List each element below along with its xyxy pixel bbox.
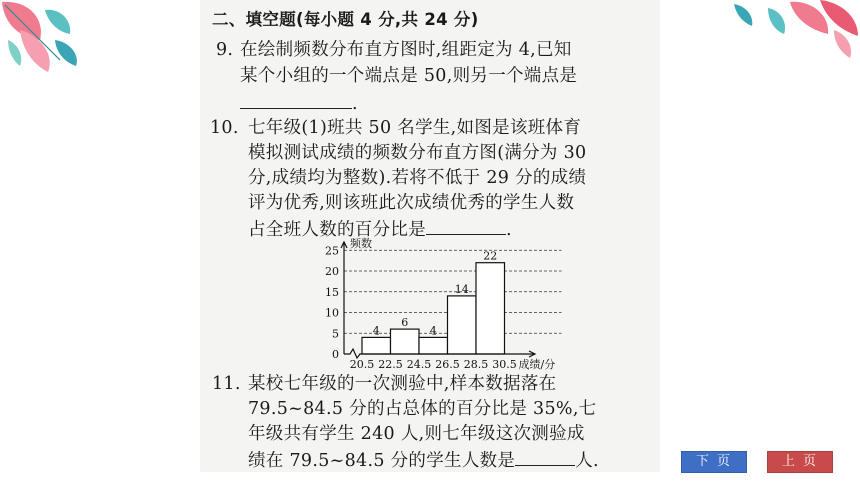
y-tick-label: 15: [325, 285, 339, 299]
question-text: 评为优秀,则该班此次成绩优秀的学生人数: [248, 193, 575, 213]
question-text: .: [506, 220, 512, 240]
question-text: 占全班人数的百分比是: [248, 220, 426, 240]
y-axis-title: 频数: [350, 237, 372, 250]
question-text: 年级共有学生 240 人,则七年级这次测验成: [248, 424, 585, 444]
leaf-decoration-left-icon: [0, 0, 90, 80]
next-page-button[interactable]: 下 页: [681, 451, 747, 473]
question-number: 9.: [216, 40, 234, 60]
question-text: 分,成绩均为整数).若将不低于 29 分的成绩: [248, 168, 587, 188]
answer-blank: [515, 447, 575, 466]
x-tick-label: 26.5: [435, 358, 460, 370]
x-tick-label: 24.5: [406, 358, 432, 370]
bar-value-label: 4: [429, 324, 437, 338]
x-axis-title: 成绩/分: [518, 358, 556, 370]
question-text: 七年级(1)班共 50 名学生,如图是该班体育: [248, 118, 582, 138]
frequency-histogram: [320, 234, 600, 370]
question-number: 11.: [212, 374, 241, 394]
leaf-decoration-right-icon: [730, 0, 860, 60]
bar-value-label: 14: [454, 282, 469, 296]
histogram-bar: [362, 337, 391, 354]
section-heading: 二、填空题(每小题 4 分,共 24 分): [212, 10, 479, 29]
question-text: 在绘制频数分布直方图时,组距定为 4,已知: [240, 40, 572, 60]
x-tick-label: 30.5: [492, 358, 517, 370]
y-tick-label: 0: [332, 348, 339, 361]
histogram-bar: [476, 263, 505, 354]
answer-blank: [240, 90, 352, 109]
y-tick-label: 20: [325, 265, 339, 278]
bar-value-label: 22: [483, 249, 498, 263]
question-text: 绩在 79.5~84.5 分的学生人数是: [248, 451, 516, 471]
histogram-bar: [391, 329, 420, 354]
histogram-bar: [419, 337, 448, 354]
question-text: 某个小组的一个端点是 50,则另一个端点是: [240, 66, 578, 86]
bar-value-label: 4: [372, 324, 380, 338]
x-tick-label: 22.5: [378, 358, 403, 370]
previous-page-button[interactable]: 上 页: [767, 451, 833, 473]
question-text: 79.5~84.5 分的占总体的百分比是 35%,七: [248, 399, 597, 419]
y-tick-label: 10: [325, 306, 339, 320]
bar-value-label: 6: [401, 316, 409, 330]
answer-blank: [426, 216, 506, 235]
question-number: 10.: [210, 118, 239, 138]
y-tick-label: 25: [325, 244, 339, 258]
question-text: .: [352, 94, 358, 114]
x-tick-label: 20.5: [349, 358, 375, 370]
y-tick-label: 5: [332, 327, 339, 341]
x-tick-label: 28.5: [463, 358, 489, 370]
question-text: 人.: [575, 451, 599, 471]
question-text: 某校七年级的一次测验中,样本数据落在: [248, 374, 557, 394]
histogram-bar: [448, 296, 477, 354]
chart-bars: [362, 263, 505, 354]
question-text: 模拟测试成绩的频数分布直方图(满分为 30: [248, 143, 587, 163]
